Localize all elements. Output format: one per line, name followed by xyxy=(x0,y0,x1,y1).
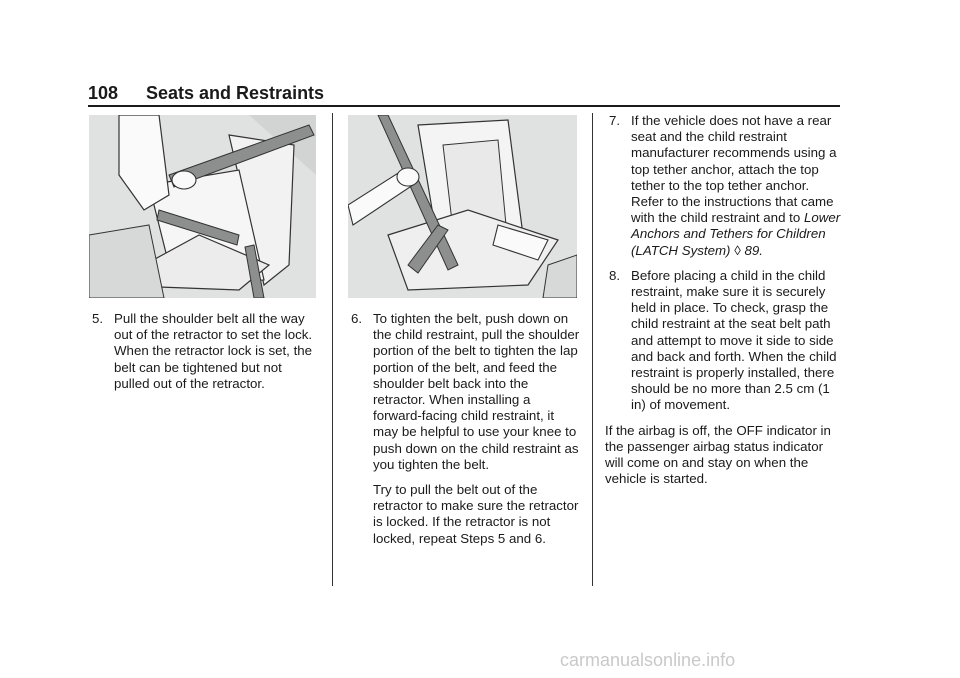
column-3 xyxy=(605,113,845,487)
page-header xyxy=(88,81,840,105)
watermark: carmanualsonline.info xyxy=(560,650,736,670)
column-divider-right xyxy=(592,113,593,586)
airbag-note: If the airbag is off, the OFF indicator in the passenger airbag status indicator will come on and stay on when the vehicle is started. xyxy=(605,422,831,487)
page-ref-icon: ◊ xyxy=(734,242,741,258)
step-6 xyxy=(347,311,582,547)
step-number: 6. xyxy=(351,311,363,326)
illustration-pull-belt-drawing xyxy=(89,115,316,298)
step-text xyxy=(631,113,845,259)
illustration-pull-belt xyxy=(89,115,316,298)
step-text: Pull the shoulder belt all the way out of the retractor to set the lock. When the retractor lock is set, the belt can be tightened but not pulled out of the retractor. xyxy=(114,311,313,391)
page-number: 108 xyxy=(88,83,119,103)
step-7 xyxy=(605,113,845,259)
step-text: To tighten the belt, push down on the child restraint, pull the shoulder portion of the belt to tighten the lap portion of the belt, and feed the shoulder belt back into the retractor. When installing a forward-facing child restraint, it may be helpful to use your knee to push down on the child restraint as you tighten the belt. xyxy=(373,311,580,472)
illustration-tighten-belt xyxy=(348,115,577,298)
step-text-body: If the vehicle does not have a rear seat and the child restraint manufacturer recommends using a top tether anchor, attach the top tether to the top tether anchor. Refer to the instructions that came with the child restraint and to xyxy=(631,113,837,226)
step-number: 7. xyxy=(609,113,621,128)
column-1 xyxy=(88,311,320,401)
step-text-continued: Try to pull the belt out of the retractor to make sure the retractor is locked. If the retractor is not locked, repeat Steps 5 and 6. xyxy=(373,482,579,546)
cross-reference-link[interactable]: Lower Anchors and Tethers for Children (LATCH System) xyxy=(631,210,841,258)
page-title: Seats and Restraints xyxy=(146,83,325,103)
column-divider-left xyxy=(332,113,333,586)
step-number: 8. xyxy=(609,267,621,283)
step-number: 5. xyxy=(92,311,104,326)
step-text: Before placing a child in the child restraint, make sure it is securely held in place. To check, grasp the child restraint at the seat belt path and attempt to move it side to side and back and forth. When the child restraint is properly installed, there should be no more than 2.5 cm (1 in) of movement. xyxy=(631,267,837,413)
cross-reference-page[interactable]: 89. xyxy=(744,242,763,258)
illustration-tighten-belt-drawing xyxy=(348,115,577,298)
column-2 xyxy=(347,311,582,556)
step-8 xyxy=(605,268,845,414)
header-rule xyxy=(88,105,840,107)
step-5 xyxy=(88,311,320,392)
